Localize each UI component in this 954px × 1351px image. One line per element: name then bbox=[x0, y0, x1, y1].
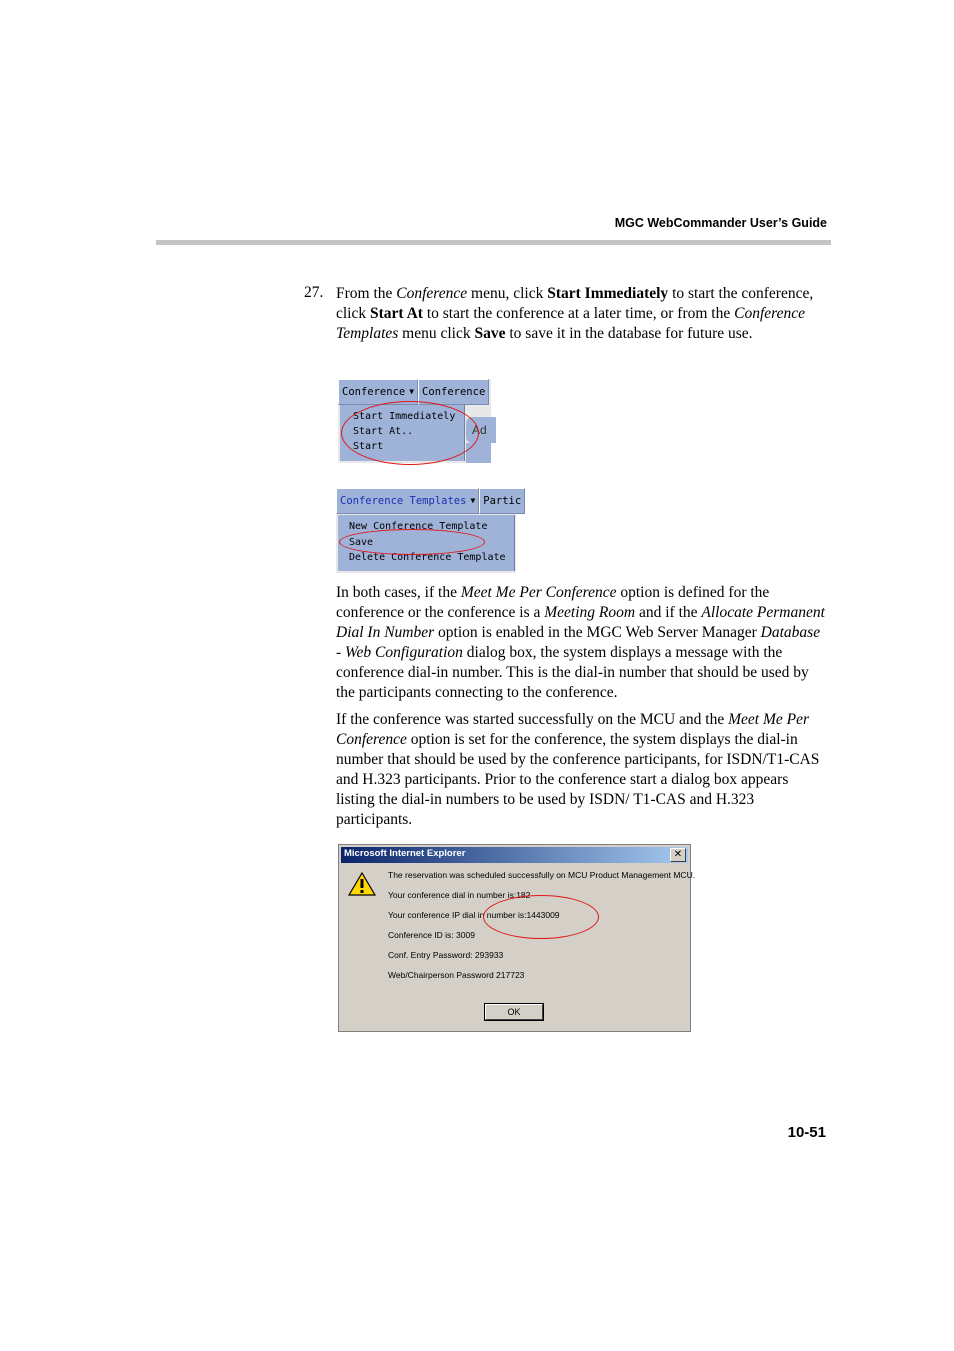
conference-menu[interactable]: Conference ▼ bbox=[338, 379, 418, 405]
step-number: 27. bbox=[304, 284, 324, 301]
ok-button[interactable]: OK bbox=[485, 1004, 543, 1020]
dialog-line: Your conference IP dial in number is:1443009 bbox=[388, 910, 560, 920]
menu-item-start-at[interactable]: Start At.. bbox=[353, 426, 414, 437]
menu-item-save[interactable]: Save bbox=[349, 537, 374, 548]
menu-item-start-immediately[interactable]: Start Immediately bbox=[353, 411, 456, 422]
dialog-line: Your conference dial in number is:182 bbox=[388, 890, 531, 900]
conference-menu-screenshot bbox=[338, 379, 491, 463]
participants-menu[interactable]: Partic bbox=[479, 488, 525, 514]
templates-dropdown bbox=[338, 515, 515, 571]
add-button[interactable]: Ad bbox=[466, 417, 496, 443]
menu-item-delete-template[interactable]: Delete Conference Template bbox=[349, 552, 506, 563]
dialog-line: Web/Chairperson Password 217723 bbox=[388, 970, 525, 980]
paragraph-both-cases: In both cases, if the Meet Me Per Conference option is defined for the conference or the conference is a Meeting Room and if the Allocate Permanent Dial In Number option is enabled in the MGC Web Server Manager Database - Web Configuration dialog box, the system displays a message with the conference dial-in number. This is the dial-in number that should be used by the participants connecting to the conference. bbox=[336, 584, 825, 701]
step-27-text: From the Conference menu, click Start Immediately to start the conference, click Start At to start the conference at a later time, or from the Conference Templates menu click Save to save it in the database for future use. bbox=[336, 285, 814, 342]
dialog-line: The reservation was scheduled successfully on MCU Product Management MCU. bbox=[388, 870, 696, 880]
conference-dropdown bbox=[340, 405, 465, 461]
dialog-title: Microsoft Internet Explorer bbox=[344, 848, 466, 859]
dialog-line: Conference ID is: 3009 bbox=[388, 930, 475, 940]
conference-templates-menu[interactable]: Conference Templates ▼ bbox=[336, 488, 479, 514]
triangle-down-icon: ▼ bbox=[409, 387, 415, 396]
header-title: MGC WebCommander User’s Guide bbox=[614, 216, 827, 230]
triangle-down-icon: ▼ bbox=[470, 496, 476, 505]
close-icon[interactable]: ✕ bbox=[670, 848, 686, 862]
templates-menu-screenshot bbox=[336, 488, 522, 573]
dialog-line: Conf. Entry Password: 293933 bbox=[388, 950, 504, 960]
page-number: 10-51 bbox=[787, 1124, 826, 1141]
paragraph-started-successfully: If the conference was started successfully on the MCU and the Meet Me Per Conference option is set for the conference, the system displays the dial-in number that should be used by the conference participants, for ISDN/T1-CAS and H.323 participants. Prior to the conference start a dialog box appears listing the dial-in numbers to be used by ISDN/ T1-CAS and H.323 participants. bbox=[336, 711, 820, 828]
menu-item-new-template[interactable]: New Conference Template bbox=[349, 521, 488, 532]
panel-fragment bbox=[466, 443, 491, 463]
ie-dialog-screenshot bbox=[338, 844, 696, 1032]
warning-icon bbox=[348, 871, 376, 897]
conference-menu-2[interactable]: Conference bbox=[418, 379, 489, 405]
dialog-titlebar bbox=[341, 847, 688, 863]
header-rule bbox=[156, 240, 831, 245]
menu-item-start[interactable]: Start bbox=[353, 441, 384, 452]
